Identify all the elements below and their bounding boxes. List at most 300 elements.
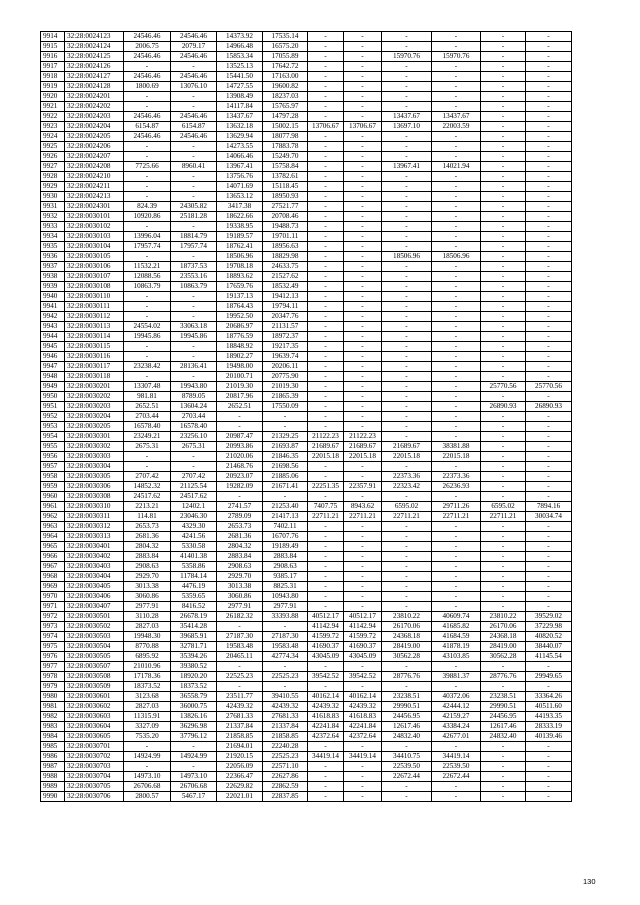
value-cell: 41618.83 — [344, 712, 382, 722]
value-cell: - — [124, 302, 171, 312]
value-cell: - — [344, 282, 382, 292]
cadastral-id-cell: 32:28:0030603 — [65, 712, 124, 722]
table-row — [41, 282, 572, 292]
value-cell: - — [526, 332, 572, 342]
value-cell: 18762.41 — [217, 242, 263, 252]
value-cell: - — [526, 592, 572, 602]
value-cell: 15758.84 — [263, 162, 308, 172]
value-cell: 24546.46 — [124, 32, 171, 42]
value-cell: 15970.76 — [382, 52, 432, 62]
value-cell: 824.39 — [124, 202, 171, 212]
cadastral-id-cell: 32:28:0030504 — [65, 642, 124, 652]
value-cell: - — [382, 362, 432, 372]
value-cell: - — [382, 352, 432, 362]
value-cell: - — [481, 322, 526, 332]
value-cell: 2929.70 — [217, 572, 263, 582]
value-cell: - — [171, 172, 217, 182]
value-cell: - — [344, 92, 382, 102]
value-cell: 24368.18 — [382, 632, 432, 642]
value-cell: 40512.17 — [308, 612, 344, 622]
value-cell: 21337.84 — [217, 722, 263, 732]
value-cell: 21689.67 — [382, 442, 432, 452]
value-cell: - — [481, 142, 526, 152]
cadastral-id-cell: 32:28:0030106 — [65, 262, 124, 272]
value-cell: - — [481, 132, 526, 142]
row-number-cell: 9934 — [41, 232, 65, 242]
value-cell: 2977.91 — [217, 602, 263, 612]
value-cell: - — [217, 422, 263, 432]
value-cell: 20206.11 — [263, 362, 308, 372]
table-row — [41, 582, 572, 592]
table-row — [41, 732, 572, 742]
value-cell: - — [344, 792, 382, 802]
value-cell: - — [432, 562, 481, 572]
value-cell: - — [481, 152, 526, 162]
value-cell: 26706.68 — [171, 782, 217, 792]
cadastral-id-cell: 32:28:0030115 — [65, 342, 124, 352]
table-row — [41, 362, 572, 372]
value-cell: 39881.37 — [432, 672, 481, 682]
value-cell: 21689.67 — [308, 442, 344, 452]
table-row — [41, 312, 572, 322]
value-cell: - — [171, 142, 217, 152]
value-cell: 19708.18 — [217, 262, 263, 272]
value-cell: - — [481, 242, 526, 252]
value-cell: - — [382, 492, 432, 502]
value-cell: 25770.56 — [526, 382, 572, 392]
value-cell: - — [526, 52, 572, 62]
value-cell: - — [171, 182, 217, 192]
table-row — [41, 102, 572, 112]
value-cell: 2883.84 — [124, 552, 171, 562]
table-row — [41, 552, 572, 562]
value-cell: 35414.28 — [171, 622, 217, 632]
value-cell: 6595.02 — [382, 502, 432, 512]
value-cell: 10863.79 — [124, 282, 171, 292]
value-cell: 19412.13 — [263, 292, 308, 302]
value-cell: - — [344, 392, 382, 402]
value-cell: - — [481, 272, 526, 282]
value-cell: - — [526, 312, 572, 322]
value-cell: 4329.30 — [171, 522, 217, 532]
value-cell: - — [382, 392, 432, 402]
value-cell: - — [432, 202, 481, 212]
data-table — [40, 31, 572, 802]
value-cell: 24554.02 — [124, 322, 171, 332]
value-cell: - — [344, 572, 382, 582]
value-cell: - — [308, 682, 344, 692]
value-cell: - — [308, 312, 344, 322]
cadastral-id-cell: 32:28:0030117 — [65, 362, 124, 372]
row-number-cell: 9968 — [41, 572, 65, 582]
page-number: 130 — [583, 877, 596, 886]
value-cell: 40609.74 — [432, 612, 481, 622]
value-cell: 22711.21 — [308, 512, 344, 522]
value-cell: 22711.21 — [432, 512, 481, 522]
table-row — [41, 212, 572, 222]
row-number-cell: 9953 — [41, 422, 65, 432]
cadastral-id-cell: 32:28:0024213 — [65, 192, 124, 202]
table-row — [41, 542, 572, 552]
value-cell: 2681.36 — [217, 532, 263, 542]
cadastral-id-cell: 32:28:0030306 — [65, 482, 124, 492]
value-cell: - — [171, 462, 217, 472]
value-cell: - — [344, 142, 382, 152]
value-cell: 14066.46 — [217, 152, 263, 162]
value-cell: - — [171, 292, 217, 302]
value-cell: - — [382, 272, 432, 282]
value-cell: 41142.94 — [344, 622, 382, 632]
value-cell: - — [432, 782, 481, 792]
value-cell: - — [382, 682, 432, 692]
value-cell: - — [382, 212, 432, 222]
table-row — [41, 52, 572, 62]
value-cell: - — [382, 322, 432, 332]
value-cell: 2908.63 — [263, 562, 308, 572]
cadastral-id-cell: 32:28:0030301 — [65, 432, 124, 442]
row-number-cell: 9975 — [41, 642, 65, 652]
cadastral-id-cell: 32:28:0030605 — [65, 732, 124, 742]
value-cell: 18848.92 — [217, 342, 263, 352]
value-cell: - — [526, 432, 572, 442]
table-row — [41, 482, 572, 492]
table-row — [41, 782, 572, 792]
value-cell: 13697.10 — [382, 122, 432, 132]
value-cell: 19137.13 — [217, 292, 263, 302]
value-cell: 41145.54 — [526, 652, 572, 662]
value-cell: - — [171, 192, 217, 202]
value-cell: 34410.75 — [382, 752, 432, 762]
value-cell: - — [308, 142, 344, 152]
value-cell: - — [432, 382, 481, 392]
value-cell: 42439.32 — [217, 702, 263, 712]
value-cell: - — [432, 592, 481, 602]
table-row — [41, 612, 572, 622]
value-cell: - — [432, 332, 481, 342]
value-cell: 40372.06 — [432, 692, 481, 702]
value-cell: - — [382, 292, 432, 302]
row-number-cell: 9932 — [41, 212, 65, 222]
value-cell: 23238.51 — [481, 692, 526, 702]
cadastral-id-cell: 32:28:0030101 — [65, 212, 124, 222]
value-cell: 21885.06 — [263, 472, 308, 482]
value-cell: - — [308, 762, 344, 772]
value-cell: - — [432, 312, 481, 322]
value-cell: 18532.49 — [263, 282, 308, 292]
value-cell: - — [481, 482, 526, 492]
value-cell: - — [481, 362, 526, 372]
value-cell: - — [382, 152, 432, 162]
value-cell: 42774.34 — [263, 652, 308, 662]
cadastral-id-cell: 32:28:0030111 — [65, 302, 124, 312]
value-cell: 21019.30 — [217, 382, 263, 392]
value-cell: 26678.19 — [171, 612, 217, 622]
value-cell: - — [481, 302, 526, 312]
value-cell: - — [124, 252, 171, 262]
row-number-cell: 9969 — [41, 582, 65, 592]
value-cell: - — [344, 72, 382, 82]
value-cell: - — [432, 432, 481, 442]
value-cell: 21694.01 — [217, 742, 263, 752]
value-cell: 5330.58 — [171, 542, 217, 552]
value-cell: - — [344, 222, 382, 232]
value-cell: - — [171, 452, 217, 462]
value-cell: - — [382, 422, 432, 432]
value-cell: - — [308, 472, 344, 482]
row-number-cell: 9957 — [41, 462, 65, 472]
value-cell: 16575.20 — [263, 42, 308, 52]
value-cell: 14973.10 — [171, 772, 217, 782]
value-cell: - — [217, 412, 263, 422]
row-number-cell: 9978 — [41, 672, 65, 682]
value-cell: - — [481, 222, 526, 232]
value-cell: 2827.03 — [124, 702, 171, 712]
value-cell: 28419.00 — [481, 642, 526, 652]
value-cell: 22323.42 — [382, 482, 432, 492]
value-cell: 3013.38 — [217, 582, 263, 592]
value-cell: - — [263, 422, 308, 432]
value-cell: 24546.46 — [171, 32, 217, 42]
value-cell: 18972.37 — [263, 332, 308, 342]
value-cell: 18950.93 — [263, 192, 308, 202]
value-cell: 13437.67 — [432, 112, 481, 122]
cadastral-id-cell: 32:28:0024211 — [65, 182, 124, 192]
value-cell: 41684.59 — [432, 632, 481, 642]
value-cell: - — [171, 152, 217, 162]
cadastral-id-cell: 32:28:0030703 — [65, 762, 124, 772]
value-cell: - — [171, 102, 217, 112]
row-number-cell: 9922 — [41, 112, 65, 122]
value-cell: - — [308, 342, 344, 352]
value-cell: - — [481, 472, 526, 482]
value-cell: 18506.96 — [382, 252, 432, 262]
value-cell: - — [124, 452, 171, 462]
value-cell: - — [432, 362, 481, 372]
value-cell: - — [308, 592, 344, 602]
row-number-cell: 9920 — [41, 92, 65, 102]
row-number-cell: 9925 — [41, 142, 65, 152]
value-cell: - — [382, 192, 432, 202]
value-cell: 24305.82 — [171, 202, 217, 212]
value-cell: 2977.91 — [124, 602, 171, 612]
value-cell: - — [481, 192, 526, 202]
value-cell: - — [432, 412, 481, 422]
row-number-cell: 9954 — [41, 432, 65, 442]
value-cell: 3417.38 — [217, 202, 263, 212]
value-cell: - — [526, 772, 572, 782]
value-cell: - — [124, 142, 171, 152]
row-number-cell: 9935 — [41, 242, 65, 252]
value-cell: - — [526, 32, 572, 42]
value-cell: 19943.80 — [171, 382, 217, 392]
value-cell: 17957.74 — [124, 242, 171, 252]
value-cell: - — [382, 572, 432, 582]
table-row — [41, 152, 572, 162]
value-cell: - — [382, 32, 432, 42]
value-cell: 10863.79 — [171, 282, 217, 292]
table-row — [41, 602, 572, 612]
value-cell: - — [481, 422, 526, 432]
row-number-cell: 9980 — [41, 692, 65, 702]
value-cell: 9385.17 — [263, 572, 308, 582]
value-cell: 19338.95 — [217, 222, 263, 232]
table-row — [41, 272, 572, 282]
value-cell: - — [382, 592, 432, 602]
value-cell: 3060.86 — [217, 592, 263, 602]
row-number-cell: 9941 — [41, 302, 65, 312]
cadastral-id-cell: 32:28:0030302 — [65, 442, 124, 452]
value-cell: - — [432, 132, 481, 142]
value-cell: - — [481, 342, 526, 352]
row-number-cell: 9970 — [41, 592, 65, 602]
value-cell: - — [344, 332, 382, 342]
value-cell: - — [263, 662, 308, 672]
value-cell: - — [124, 222, 171, 232]
table-row — [41, 592, 572, 602]
table-row — [41, 422, 572, 432]
value-cell: - — [432, 462, 481, 472]
value-cell: 22015.18 — [432, 452, 481, 462]
value-cell: - — [382, 202, 432, 212]
value-cell: 19794.11 — [263, 302, 308, 312]
value-cell: - — [344, 202, 382, 212]
table-row — [41, 752, 572, 762]
value-cell: 42159.27 — [432, 712, 481, 722]
value-cell: - — [526, 142, 572, 152]
value-cell: - — [481, 562, 526, 572]
value-cell: - — [432, 602, 481, 612]
table-row — [41, 82, 572, 92]
value-cell: - — [344, 132, 382, 142]
value-cell: - — [308, 302, 344, 312]
row-number-cell: 9943 — [41, 322, 65, 332]
row-number-cell: 9951 — [41, 402, 65, 412]
value-cell: - — [526, 342, 572, 352]
value-cell: 21858.85 — [263, 732, 308, 742]
value-cell: 13437.67 — [382, 112, 432, 122]
value-cell: - — [526, 92, 572, 102]
cadastral-id-cell: 32:28:0030505 — [65, 652, 124, 662]
value-cell: 29949.65 — [526, 672, 572, 682]
value-cell: - — [308, 172, 344, 182]
value-cell: - — [308, 542, 344, 552]
value-cell: - — [526, 492, 572, 502]
value-cell: - — [526, 352, 572, 362]
row-number-cell: 9989 — [41, 782, 65, 792]
value-cell: - — [481, 782, 526, 792]
value-cell: - — [124, 62, 171, 72]
value-cell: 34419.14 — [344, 752, 382, 762]
value-cell: - — [308, 62, 344, 72]
row-number-cell: 9924 — [41, 132, 65, 142]
value-cell: - — [344, 592, 382, 602]
value-cell: - — [124, 372, 171, 382]
value-cell: 13437.67 — [217, 112, 263, 122]
value-cell: - — [382, 132, 432, 142]
value-cell: - — [171, 372, 217, 382]
value-cell: 22251.35 — [308, 482, 344, 492]
cadastral-id-cell: 32:28:0030705 — [65, 782, 124, 792]
table-row — [41, 642, 572, 652]
table-row — [41, 512, 572, 522]
cadastral-id-cell: 32:28:0030205 — [65, 422, 124, 432]
table-row — [41, 162, 572, 172]
value-cell: 18829.98 — [263, 252, 308, 262]
value-cell: - — [526, 242, 572, 252]
value-cell: - — [382, 242, 432, 252]
value-cell: - — [382, 342, 432, 352]
value-cell: - — [308, 792, 344, 802]
value-cell: 3013.38 — [124, 582, 171, 592]
value-cell: - — [308, 82, 344, 92]
value-cell: - — [344, 232, 382, 242]
value-cell: - — [344, 182, 382, 192]
value-cell: - — [526, 62, 572, 72]
table-row — [41, 372, 572, 382]
value-cell: - — [344, 762, 382, 772]
value-cell: - — [308, 772, 344, 782]
value-cell: 14973.10 — [124, 772, 171, 782]
row-number-cell: 9923 — [41, 122, 65, 132]
value-cell: - — [263, 622, 308, 632]
value-cell: - — [526, 252, 572, 262]
value-cell: - — [481, 262, 526, 272]
value-cell: - — [526, 202, 572, 212]
row-number-cell: 9983 — [41, 722, 65, 732]
value-cell: 21693.87 — [263, 442, 308, 452]
cadastral-id-cell: 32:28:0030402 — [65, 552, 124, 562]
value-cell: 13782.61 — [263, 172, 308, 182]
value-cell: - — [308, 42, 344, 52]
value-cell: 2681.36 — [124, 532, 171, 542]
value-cell: - — [217, 662, 263, 672]
row-number-cell: 9940 — [41, 292, 65, 302]
value-cell: 24546.46 — [171, 52, 217, 62]
value-cell: 15970.76 — [432, 52, 481, 62]
value-cell: - — [171, 742, 217, 752]
value-cell: 7535.20 — [124, 732, 171, 742]
value-cell: - — [526, 742, 572, 752]
row-number-cell: 9979 — [41, 682, 65, 692]
value-cell: - — [481, 292, 526, 302]
row-number-cell: 9949 — [41, 382, 65, 392]
value-cell: 23810.22 — [382, 612, 432, 622]
value-cell: 18920.20 — [171, 672, 217, 682]
value-cell: 12617.46 — [481, 722, 526, 732]
value-cell: - — [481, 172, 526, 182]
value-cell: - — [432, 262, 481, 272]
value-cell: - — [432, 302, 481, 312]
cadastral-id-cell: 32:28:0030102 — [65, 222, 124, 232]
value-cell: - — [481, 62, 526, 72]
value-cell: 40139.46 — [526, 732, 572, 742]
table-row — [41, 32, 572, 42]
value-cell: 13629.94 — [217, 132, 263, 142]
value-cell: 22525.23 — [263, 672, 308, 682]
value-cell: - — [308, 782, 344, 792]
table-row — [41, 222, 572, 232]
row-number-cell: 9918 — [41, 72, 65, 82]
value-cell: 24546.46 — [124, 72, 171, 82]
value-cell: - — [526, 662, 572, 672]
cadastral-id-cell: 32:28:0030507 — [65, 662, 124, 672]
table-row — [41, 232, 572, 242]
table-row — [41, 142, 572, 152]
row-number-cell: 9919 — [41, 82, 65, 92]
cadastral-id-cell: 32:28:0030304 — [65, 462, 124, 472]
row-number-cell: 9945 — [41, 342, 65, 352]
value-cell: 15002.15 — [263, 122, 308, 132]
